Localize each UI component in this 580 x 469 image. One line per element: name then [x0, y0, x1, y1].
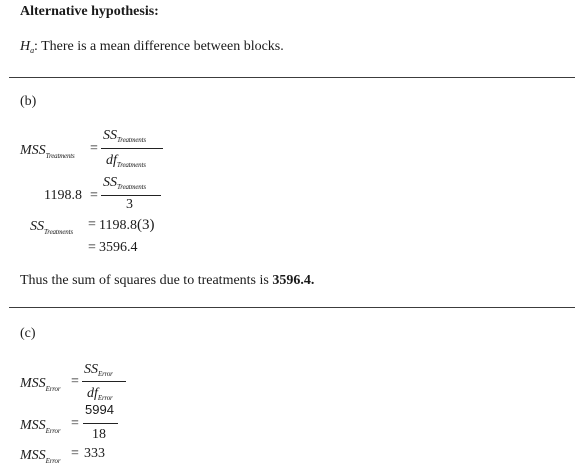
c2-denominator: 18 [92, 427, 106, 442]
b2-lhs: 1198.8 [44, 188, 82, 203]
c1-den-main: df [87, 386, 98, 401]
b3-lhs-sub: Treatments [44, 228, 73, 236]
alt-hypothesis-heading: Alternative hypothesis: [20, 4, 159, 19]
c2-lhs-sub: Error [45, 427, 61, 435]
b2-num-sub: Treatments [117, 183, 146, 191]
b1-lhs [20, 141, 75, 160]
b2-numerator [103, 173, 146, 191]
c3-equals: = [71, 446, 79, 461]
c2-fraction-bar [83, 423, 118, 424]
b1-lhs-sub: Treatments [45, 152, 75, 160]
conclusion-value: 3596.4. [272, 273, 315, 288]
c2-lhs-main: MSS [20, 418, 46, 433]
b3-rhs [99, 216, 154, 234]
b3-lhs-main: SS [30, 219, 44, 234]
h-symbol: H [20, 39, 31, 54]
part-c-label: (c) [20, 326, 36, 341]
c1-den-sub: Error [97, 394, 113, 402]
b1-fraction-bar [101, 148, 163, 149]
b2-num-main: SS [103, 175, 117, 190]
c2-numerator: 5994 [85, 402, 114, 417]
alt-hypothesis-text: : There is a mean difference between blocks. [33, 39, 284, 54]
c3-lhs [20, 446, 60, 465]
c3-lhs-sub: Error [45, 457, 61, 465]
c2-lhs [20, 416, 60, 435]
c1-lhs-main: MSS [20, 376, 46, 391]
b4-rhs: 3596.4 [99, 240, 138, 255]
c1-lhs [20, 374, 60, 393]
part-b-label: (b) [20, 94, 37, 109]
c1-num-main: SS [84, 362, 98, 377]
c1-denominator [87, 384, 113, 402]
b1-num-main: SS [103, 128, 117, 143]
b1-equals: = [90, 141, 98, 156]
b2-denominator: 3 [126, 197, 133, 212]
b1-denominator [106, 151, 146, 169]
b4-equals: = [88, 240, 96, 255]
c1-lhs-sub: Error [45, 385, 61, 393]
c3-rhs: 333 [84, 446, 105, 461]
b1-den-main: df [106, 153, 117, 168]
b2-fraction-bar [101, 195, 161, 196]
c1-equals: = [71, 374, 79, 389]
b2-equals: = [90, 188, 98, 203]
b1-lhs-main: MSS [20, 143, 46, 158]
b3-rhs-paren: (3) [136, 217, 155, 233]
h-subscript: a [30, 46, 34, 55]
b3-lhs [30, 217, 73, 236]
c1-fraction-bar [82, 381, 126, 382]
b1-num-sub: Treatments [117, 136, 146, 144]
b3-rhs-value: 1198.8 [99, 218, 137, 233]
divider-2 [9, 307, 575, 308]
c3-lhs-main: MSS [20, 448, 46, 463]
divider-1 [9, 77, 575, 78]
b1-den-sub: Treatments [116, 161, 146, 169]
part-b-conclusion [20, 273, 314, 289]
c1-num-sub: Error [98, 370, 113, 378]
c2-equals: = [71, 416, 79, 431]
conclusion-text: Thus the sum of squares due to treatments is [20, 273, 273, 288]
b1-numerator [103, 126, 146, 144]
alt-hypothesis-line [20, 37, 284, 55]
c1-numerator [84, 360, 113, 378]
b3-equals: = [88, 217, 96, 232]
